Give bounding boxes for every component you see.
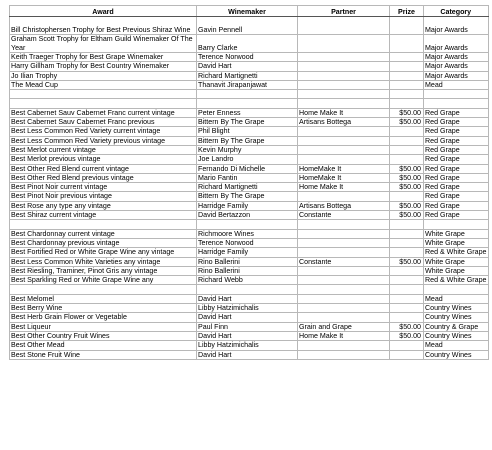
award-cell[interactable]: Best Less Common White Varieties any vintage: [10, 257, 197, 266]
award-cell[interactable]: Best Rose any type any vintage: [10, 201, 197, 210]
prize-cell[interactable]: [390, 313, 424, 322]
partner-cell[interactable]: Artisans Bottega: [298, 118, 390, 127]
prize-cell[interactable]: [390, 136, 424, 145]
table-row: [10, 257, 489, 266]
winemaker-cell[interactable]: [197, 285, 298, 294]
table-row: [10, 183, 489, 192]
partner-cell[interactable]: [298, 136, 390, 145]
category-cell[interactable]: White Grape: [424, 257, 489, 266]
blank-row: [10, 285, 489, 294]
award-cell[interactable]: Best Merlot previous vintage: [10, 155, 197, 164]
table-row: [10, 294, 489, 303]
category-cell[interactable]: Country & Grape: [424, 322, 489, 331]
winemaker-cell[interactable]: Barry Clarke: [197, 35, 298, 53]
prize-cell[interactable]: $50.00: [390, 322, 424, 331]
table-row: [10, 164, 489, 173]
table-row: [10, 192, 489, 201]
award-cell[interactable]: Graham Scott Trophy for Eltham Guild Winemaker Of The Year: [10, 35, 197, 53]
partner-cell[interactable]: [298, 35, 390, 53]
winemaker-cell[interactable]: Richard Martignetti: [197, 71, 298, 80]
winemaker-cell[interactable]: David Hart: [197, 62, 298, 71]
awards-table: [9, 5, 489, 360]
winemaker-cell[interactable]: Mario Fantin: [197, 173, 298, 182]
category-cell[interactable]: Red Grape: [424, 183, 489, 192]
winemaker-cell[interactable]: David Hart: [197, 313, 298, 322]
category-cell[interactable]: Country Wines: [424, 313, 489, 322]
winemaker-cell[interactable]: Thanavit Jirapanjawat: [197, 80, 298, 89]
category-cell[interactable]: [424, 90, 489, 99]
winemaker-cell[interactable]: David Hart: [197, 331, 298, 340]
header-row: [10, 6, 489, 17]
partner-cell[interactable]: [298, 71, 390, 80]
partner-cell[interactable]: [298, 127, 390, 136]
table-row: [10, 322, 489, 331]
category-cell[interactable]: Major Awards: [424, 35, 489, 53]
prize-cell[interactable]: $50.00: [390, 108, 424, 117]
prize-cell[interactable]: $50.00: [390, 257, 424, 266]
category-cell[interactable]: Red & White Grape: [425, 248, 487, 257]
partner-cell[interactable]: [298, 220, 390, 229]
award-cell[interactable]: Best Riesling, Traminer, Pinot Gris any vintage: [10, 266, 197, 275]
prize-cell[interactable]: $50.00: [390, 331, 424, 340]
partner-cell[interactable]: [298, 238, 390, 247]
winemaker-cell[interactable]: David Hart: [197, 350, 298, 359]
winemaker-cell[interactable]: Terence Norwood: [197, 53, 298, 62]
prize-cell[interactable]: [390, 294, 424, 303]
category-cell[interactable]: Country Wines: [424, 304, 489, 313]
winemaker-cell[interactable]: Richard Martignetti: [197, 183, 298, 192]
winemaker-cell[interactable]: [197, 220, 298, 229]
prize-cell[interactable]: $50.00: [390, 201, 424, 210]
award-cell[interactable]: Best Other Red Blend current vintage: [10, 164, 197, 173]
category-cell[interactable]: Country Wines: [424, 350, 489, 359]
award-cell[interactable]: Best Other Mead: [10, 341, 197, 350]
blank-row: [10, 99, 489, 108]
award-cell[interactable]: Best Melomel: [10, 294, 197, 303]
prize-cell[interactable]: [390, 285, 424, 294]
table-row: [10, 173, 489, 182]
award-cell[interactable]: Best Merlot current vintage: [10, 145, 197, 154]
partner-cell[interactable]: Home Make It: [298, 183, 390, 192]
prize-cell[interactable]: [390, 192, 424, 201]
category-cell[interactable]: Mead: [424, 341, 489, 350]
winemaker-cell[interactable]: Fernando Di Michelle: [197, 164, 298, 173]
prize-cell[interactable]: [390, 229, 424, 238]
header-winemaker[interactable]: Winemaker: [197, 6, 298, 17]
table-row: [10, 276, 489, 285]
partner-cell[interactable]: [298, 229, 390, 238]
category-cell[interactable]: Red Grape: [424, 155, 489, 164]
award-cell[interactable]: Best Other Country Fruit Wines: [10, 331, 197, 340]
category-cell[interactable]: White Grape: [424, 238, 489, 247]
winemaker-cell[interactable]: [197, 90, 298, 99]
table-row: [10, 313, 489, 322]
partner-cell[interactable]: [298, 341, 390, 350]
category-cell[interactable]: White Grape: [424, 266, 489, 275]
partner-cell[interactable]: [298, 62, 390, 71]
header-category[interactable]: Category: [424, 6, 489, 17]
category-cell[interactable]: Red Grape: [424, 108, 489, 117]
header-prize[interactable]: Prize: [390, 6, 424, 17]
category-cell[interactable]: Mead: [424, 80, 489, 89]
winemaker-cell[interactable]: Libby Hatzimichalis: [197, 304, 298, 313]
award-cell[interactable]: Jo Ilian Trophy: [10, 71, 197, 80]
partner-cell[interactable]: [298, 53, 390, 62]
award-cell[interactable]: [10, 90, 197, 99]
category-cell[interactable]: Red Grape: [424, 211, 489, 220]
partner-cell[interactable]: Constante: [298, 257, 390, 266]
category-cell[interactable]: Red & White Grape: [425, 276, 487, 285]
table-row: [10, 35, 489, 53]
partner-cell[interactable]: [298, 17, 390, 35]
header-award[interactable]: Award: [10, 6, 197, 17]
partner-cell[interactable]: Artisans Bottega: [298, 201, 390, 210]
winemaker-cell[interactable]: Bittern By The Grape: [197, 136, 298, 145]
prize-cell[interactable]: [390, 276, 424, 285]
table-row: [10, 331, 489, 340]
winemaker-cell[interactable]: Harridge Family: [197, 248, 298, 257]
table-row: [10, 304, 489, 313]
award-cell[interactable]: [10, 99, 197, 108]
prize-cell[interactable]: [390, 17, 424, 35]
table-row: [10, 127, 489, 136]
category-cell[interactable]: Country Wines: [424, 331, 489, 340]
award-cell[interactable]: Best Pinot Noir previous vintage: [10, 192, 197, 201]
partner-cell[interactable]: [298, 80, 390, 89]
partner-cell[interactable]: Home Make It: [298, 108, 390, 117]
table-row: [10, 136, 489, 145]
award-cell[interactable]: Bill Christophersen Trophy for Best Previous Shiraz Wine: [10, 17, 197, 35]
award-cell[interactable]: Best Shiraz current vintage: [10, 211, 197, 220]
winemaker-cell[interactable]: Phil Blight: [197, 127, 298, 136]
award-cell[interactable]: Best Berry Wine: [10, 304, 197, 313]
winemaker-cell[interactable]: Terence Norwood: [197, 238, 298, 247]
prize-cell[interactable]: [390, 80, 424, 89]
winemaker-cell[interactable]: Richard Webb: [197, 276, 298, 285]
table-row: [10, 248, 489, 257]
winemaker-cell[interactable]: Peter Enness: [197, 108, 298, 117]
winemaker-cell[interactable]: Gavin Pennell: [197, 17, 298, 35]
prize-cell[interactable]: [390, 304, 424, 313]
prize-cell[interactable]: $50.00: [390, 211, 424, 220]
table-row: [10, 145, 489, 154]
prize-cell[interactable]: $50.00: [390, 118, 424, 127]
category-cell[interactable]: Red Grape: [424, 164, 489, 173]
winemaker-cell[interactable]: Paul Finn: [197, 322, 298, 331]
award-cell[interactable]: Keith Traeger Trophy for Best Grape Winemaker: [10, 53, 197, 62]
partner-cell[interactable]: [298, 285, 390, 294]
prize-cell[interactable]: [390, 127, 424, 136]
table-row: [10, 229, 489, 238]
partner-cell[interactable]: [298, 155, 390, 164]
partner-cell[interactable]: HomeMake It: [298, 164, 390, 173]
table-row: [10, 155, 489, 164]
partner-cell[interactable]: [298, 276, 390, 285]
award-cell[interactable]: Best Herb Grain Flower or Vegetable: [10, 313, 197, 322]
award-cell[interactable]: Best Chardonnay current vintage: [10, 229, 197, 238]
table-row: [10, 238, 489, 247]
table-row: [10, 80, 489, 89]
table-row: [10, 53, 489, 62]
partner-cell[interactable]: [298, 304, 390, 313]
award-cell[interactable]: Best Other Red Blend previous vintage: [10, 173, 197, 182]
winemaker-cell[interactable]: Bittern By The Grape: [197, 118, 298, 127]
award-cell[interactable]: Best Pinot Noir current vintage: [10, 183, 197, 192]
table-row: [10, 211, 489, 220]
table-body: [10, 17, 489, 360]
winemaker-cell[interactable]: Rino Ballerini: [197, 257, 298, 266]
blank-row: [10, 90, 489, 99]
award-cell[interactable]: The Mead Cup: [10, 80, 197, 89]
prize-cell[interactable]: [390, 35, 424, 53]
category-cell[interactable]: Red Grape: [424, 136, 489, 145]
award-cell[interactable]: Best Cabernet Sauv Cabernet Franc current vintage: [10, 108, 197, 117]
category-cell[interactable]: [424, 285, 489, 294]
winemaker-cell[interactable]: Rino Ballerini: [197, 266, 298, 275]
prize-cell[interactable]: [390, 350, 424, 359]
table-row: [10, 17, 489, 35]
category-cell[interactable]: Red Grape: [424, 127, 489, 136]
award-cell[interactable]: [10, 220, 197, 229]
category-cell[interactable]: White Grape: [424, 229, 489, 238]
award-cell[interactable]: Harry Gillham Trophy for Best Country Winemaker: [10, 62, 197, 71]
winemaker-cell[interactable]: David Hart: [197, 294, 298, 303]
category-cell[interactable]: Red Grape: [424, 145, 489, 154]
category-cell[interactable]: Major Awards: [424, 62, 489, 71]
prize-cell[interactable]: [390, 90, 424, 99]
table-row: [10, 118, 489, 127]
category-cell[interactable]: Red Grape: [424, 192, 489, 201]
award-cell[interactable]: [10, 285, 197, 294]
prize-cell[interactable]: [390, 155, 424, 164]
award-cell[interactable]: Best Chardonnay previous vintage: [10, 238, 197, 247]
prize-cell[interactable]: [390, 53, 424, 62]
prize-cell[interactable]: $50.00: [390, 164, 424, 173]
award-cell[interactable]: Best Sparkling Red or White Grape Wine any: [10, 276, 197, 285]
table-row: [10, 266, 489, 275]
category-cell[interactable]: Mead: [424, 294, 489, 303]
category-cell[interactable]: [424, 99, 489, 108]
prize-cell[interactable]: [390, 71, 424, 80]
category-cell[interactable]: Major Awards: [424, 53, 489, 62]
category-cell[interactable]: Major Awards: [424, 17, 489, 35]
winemaker-cell[interactable]: Joe Landro: [197, 155, 298, 164]
table-row: [10, 108, 489, 117]
partner-cell[interactable]: [298, 90, 390, 99]
partner-cell[interactable]: [298, 192, 390, 201]
partner-cell[interactable]: Constante: [298, 211, 390, 220]
winemaker-cell[interactable]: Richmoore Wines: [197, 229, 298, 238]
winemaker-cell[interactable]: Kevin Murphy: [197, 145, 298, 154]
award-cell[interactable]: Best Liqueur: [10, 322, 197, 331]
table-row: [10, 201, 489, 210]
partner-cell[interactable]: Home Make It: [298, 331, 390, 340]
category-cell[interactable]: [424, 220, 489, 229]
winemaker-cell[interactable]: David Bertazzon: [197, 211, 298, 220]
prize-cell[interactable]: [390, 266, 424, 275]
partner-cell[interactable]: [298, 145, 390, 154]
prize-cell[interactable]: [390, 238, 424, 247]
category-cell[interactable]: Red Grape: [424, 118, 489, 127]
partner-cell[interactable]: [298, 294, 390, 303]
prize-cell[interactable]: [390, 248, 424, 257]
prize-cell[interactable]: $50.00: [390, 183, 424, 192]
table-row: [10, 71, 489, 80]
category-cell[interactable]: Red Grape: [424, 201, 489, 210]
header-partner[interactable]: Partner: [298, 6, 390, 17]
prize-cell[interactable]: [390, 341, 424, 350]
blank-row: [10, 220, 489, 229]
award-cell[interactable]: Best Stone Fruit Wine: [10, 350, 197, 359]
category-cell[interactable]: Red Grape: [424, 173, 489, 182]
partner-cell[interactable]: [298, 266, 390, 275]
partner-cell[interactable]: [298, 313, 390, 322]
award-cell[interactable]: Best Cabernet Sauv Cabernet Franc previous: [10, 118, 197, 127]
prize-cell[interactable]: [390, 220, 424, 229]
prize-cell[interactable]: [390, 145, 424, 154]
partner-cell[interactable]: Grain and Grape: [298, 322, 390, 331]
prize-cell[interactable]: [390, 99, 424, 108]
table-row: [10, 341, 489, 350]
partner-cell[interactable]: [298, 248, 390, 257]
partner-cell[interactable]: [298, 350, 390, 359]
category-cell[interactable]: Major Awards: [424, 71, 489, 80]
winemaker-cell[interactable]: [197, 99, 298, 108]
partner-cell[interactable]: [298, 99, 390, 108]
award-cell[interactable]: Best Less Common Red Variety current vintage: [10, 127, 197, 136]
prize-cell[interactable]: [390, 62, 424, 71]
award-cell[interactable]: Best Fortified Red or White Grape Wine any vintage: [10, 248, 197, 257]
table-row: [10, 62, 489, 71]
prize-cell[interactable]: $50.00: [390, 173, 424, 182]
award-cell[interactable]: Best Less Common Red Variety previous vintage: [10, 136, 197, 145]
winemaker-cell[interactable]: Harridge Family: [197, 201, 298, 210]
winemaker-cell[interactable]: Bittern By The Grape: [197, 192, 298, 201]
winemaker-cell[interactable]: Libby Hatzimichalis: [197, 341, 298, 350]
table-row: [10, 350, 489, 359]
partner-cell[interactable]: HomeMake It: [298, 173, 390, 182]
